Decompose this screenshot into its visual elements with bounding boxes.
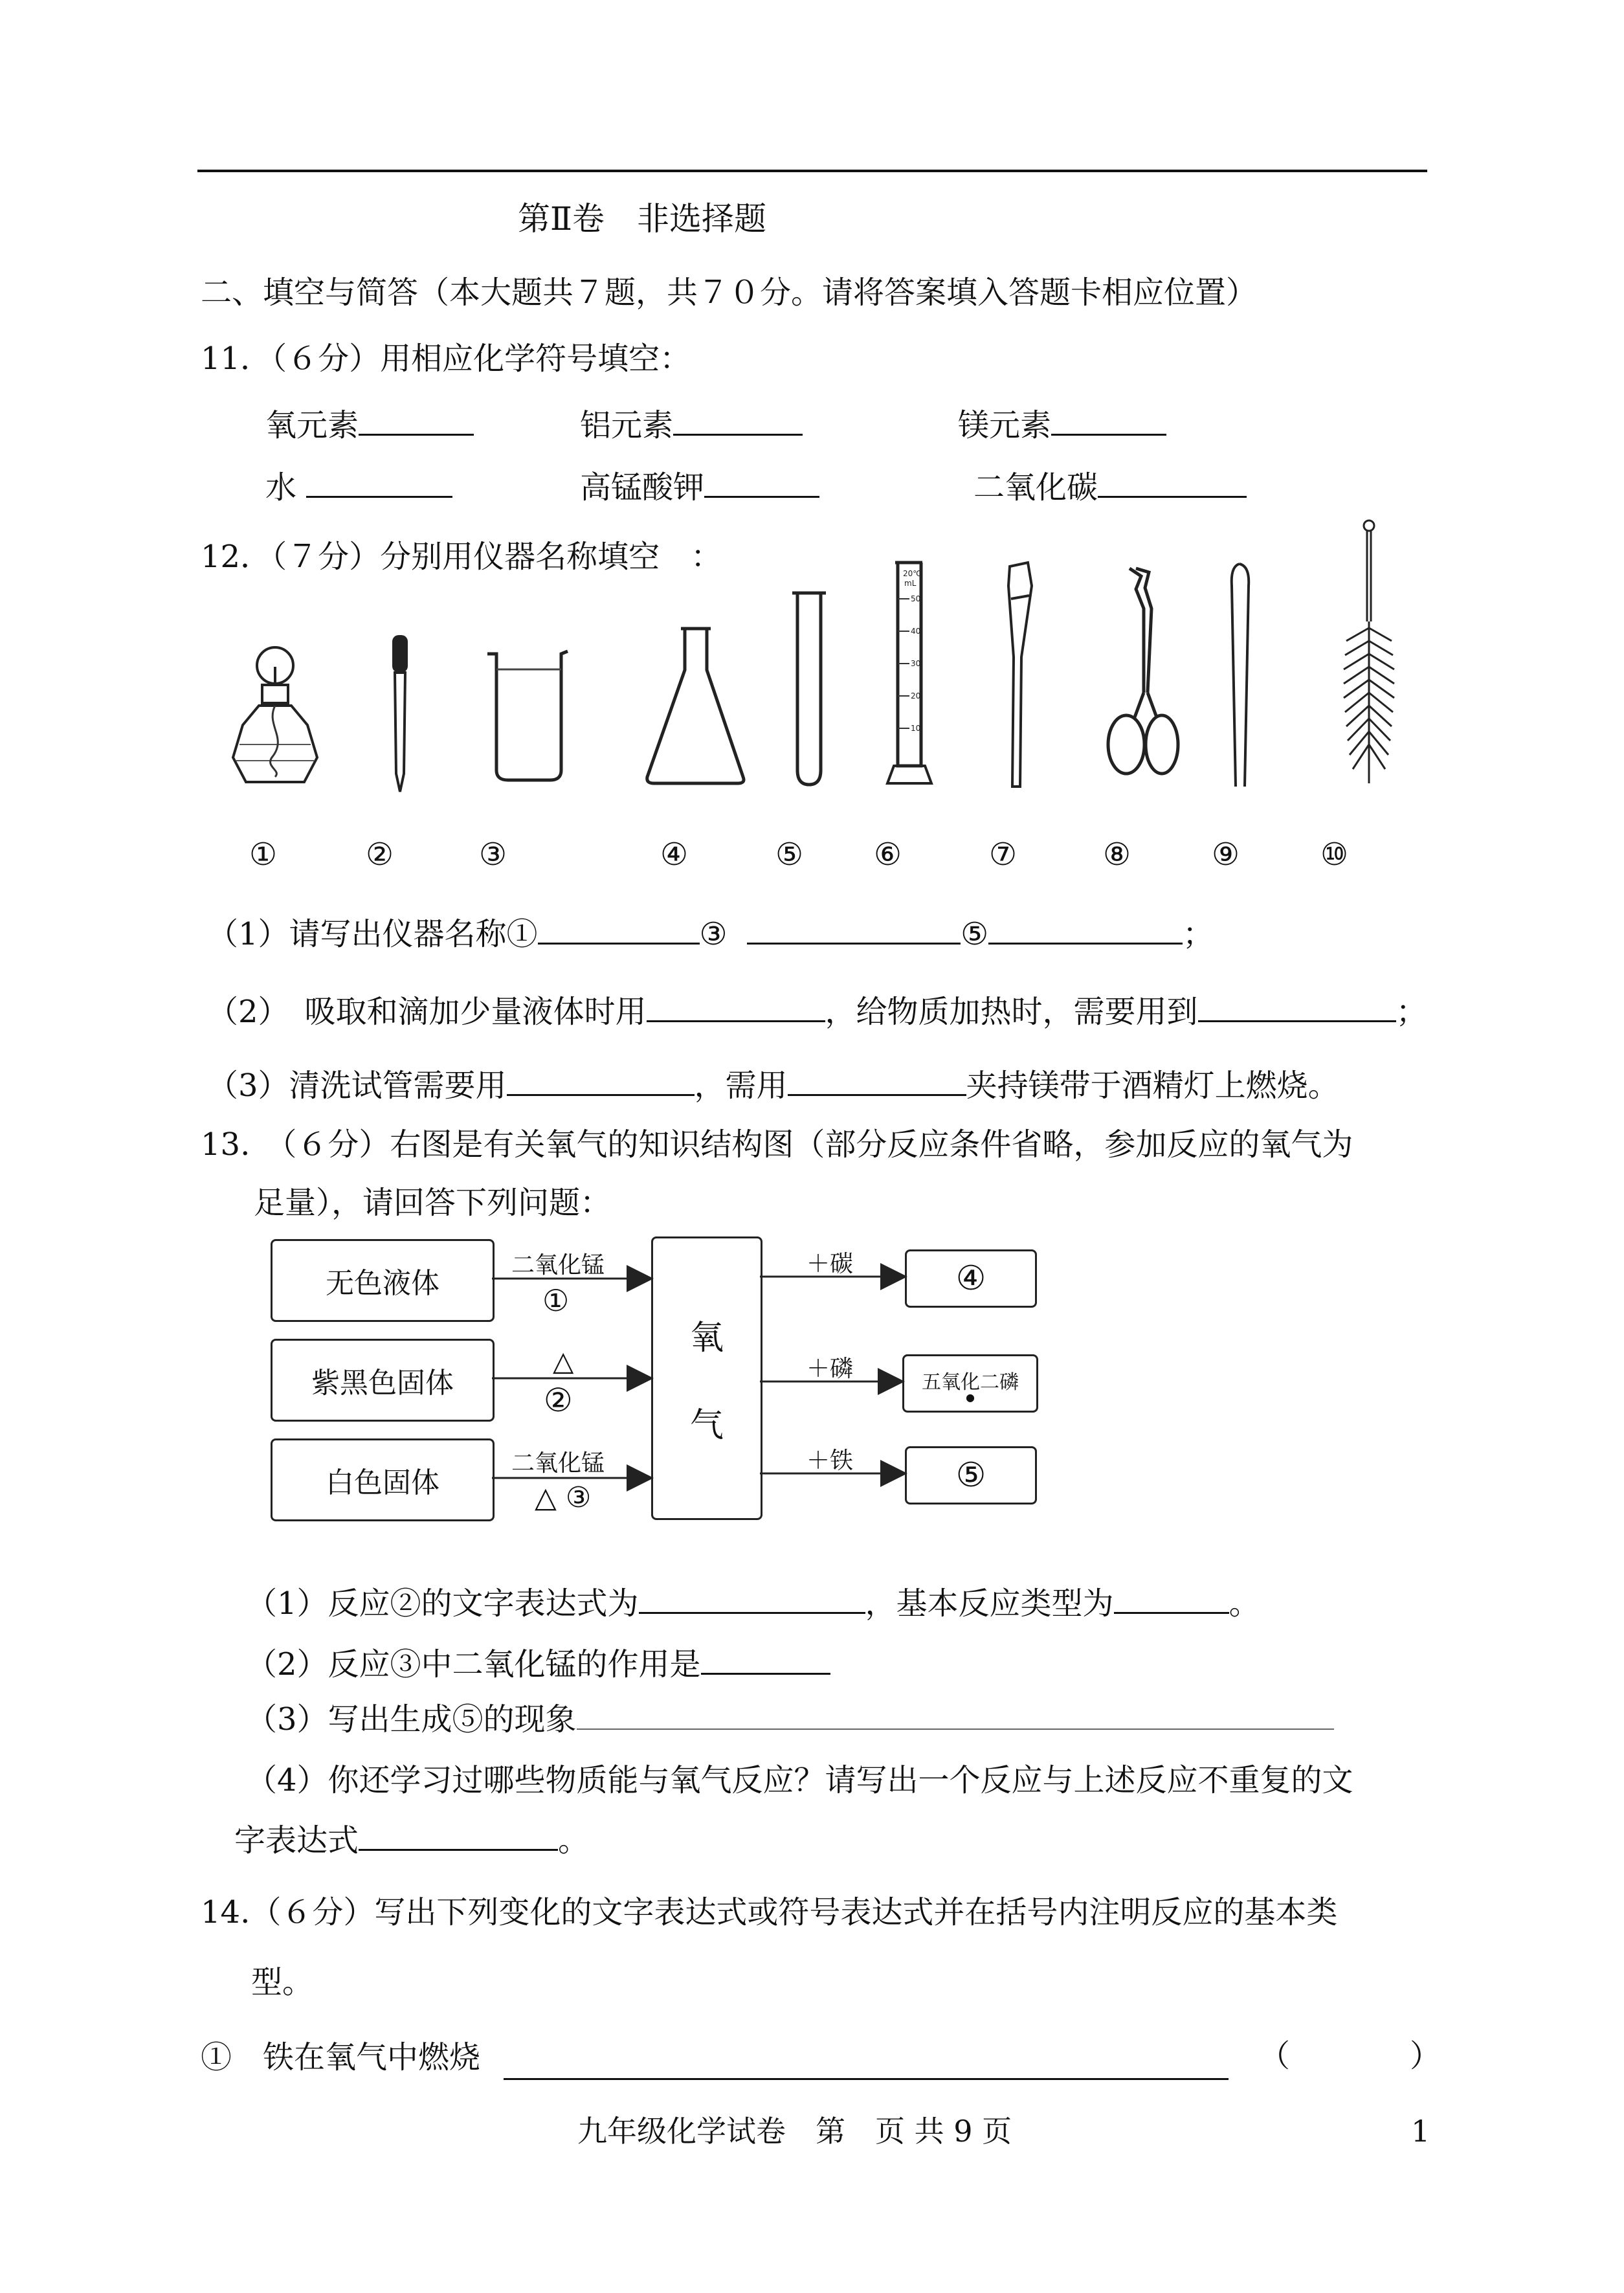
instrument-number: ④ [660,836,689,873]
instrument-number: ③ [479,836,507,873]
diagram-box-p2o5: 五氧化二磷 ● [902,1354,1038,1413]
q13-stem-line2: 足量），请回答下列问题： [254,1185,612,1221]
cylinder-mark: 30 [911,659,921,668]
q12-stem: 12．（７分）分别用仪器名称填空 ： [201,539,722,575]
q14-stem-line2: 型。 [251,1964,314,2000]
answer-blank[interactable] [577,1699,1334,1730]
cylinder-mark: 50 [911,594,921,603]
arrow-label-catalyst-1: 二氧化锰 [511,1252,605,1279]
q11-item-kmno4: 高锰酸钾 [580,466,819,507]
answer-blank[interactable] [639,1582,865,1614]
diagram-box-oxygen: 氧 气 [651,1236,762,1520]
part-heading: 二、填空与简答（本大题共７题，共７０分。请将答案填入答题卡相应位置） [201,274,1258,311]
answer-line[interactable] [504,2078,1229,2080]
q11-stem: 11．（６分）用相应化学符号填空： [201,341,691,377]
q14-item1-label: ① 铁在氧气中燃烧 [201,2039,481,2075]
instrument-number: ⑤ [775,836,804,873]
footer-text: 九年级化学试卷 第 页 共 9 页 [577,2114,1012,2149]
q13-sub2: （2）反应③中二氧化锰的作用是 [246,1643,830,1684]
instrument-number: ① [249,836,278,873]
diagram-box-colorless-liquid: 无色液体 [271,1239,495,1322]
diagram-box-result-5: ⑤ [905,1446,1037,1504]
answer-blank[interactable] [701,1643,830,1675]
arrow-label-reaction-3: △ ③ [535,1481,592,1514]
q14-item1-paren-close: ） [1410,2038,1441,2074]
instrument-number: ⑧ [1103,836,1131,873]
q13-sub3: （3）写出生成⑤的现象 [246,1699,1334,1739]
arrow-label-catalyst-3: 二氧化锰 [511,1450,605,1477]
q11-item-magnesium: 镁元素 [958,404,1166,445]
instrument-number: ⑦ [989,836,1018,873]
q13-sub4-line1: （4）你还学习过哪些物质能与氧气反应？请写出一个反应与上述反应不重复的文 [246,1762,1353,1798]
arrow-label-reaction-1: ① [542,1283,570,1318]
instrument-number: ⑩ [1320,836,1349,873]
cylinder-mark: 40 [911,627,921,636]
q13-sub4-line2: 字表达式 。 [234,1819,589,1860]
arrow-label-iron: ＋铁 [806,1448,854,1474]
q12-sub2: （2） 吸取和滴加少量液体时用 ，给物质加热时，需要用到 ； [207,990,1427,1031]
cylinder-mark: mL [904,579,917,588]
q12-sub1: （1）请写出仪器名称① ③ ⑤ ； [207,913,1214,954]
diagram-box-result-4: ④ [905,1249,1037,1308]
q13-stem-line1: 13. （６分）右图是有关氧气的知识结构图（部分反应条件省略，参加反应的氧气为 [201,1126,1353,1163]
q11-item-water: 水 [265,466,452,507]
section-title: 第Ⅱ卷 非选择题 [518,200,766,238]
arrow-label-carbon: ＋碳 [806,1251,854,1277]
q14-stem-line1: 14.（６分）写出下列变化的文字表达式或符号表达式并在括号内注明反应的基本类 [201,1894,1338,1930]
instrument-number: ② [366,836,394,873]
q11-item-aluminum: 铝元素 [580,404,803,445]
cylinder-mark: 20 [911,691,921,700]
q11-item-oxygen: 氧元素 [265,404,474,445]
arrow-label-phosphorus: ＋磷 [806,1356,854,1382]
arrow-label-heat-2: △ [553,1345,574,1377]
q14-item1-paren-open: （ [1259,2038,1291,2074]
answer-blank[interactable] [359,1819,558,1851]
diagram-box-purple-black-solid: 紫黑色固体 [271,1339,495,1422]
q11-item-co2: 二氧化碳 [973,466,1247,507]
diagram-box-white-solid: 白色固体 [271,1438,495,1521]
instrument-number: ⑨ [1212,836,1240,873]
cylinder-mark: 20℃ [903,569,922,578]
cylinder-mark: 10 [911,724,921,733]
page-number: 1 [1411,2114,1430,2149]
q13-sub1: （1）反应②的文字表达式为 ，基本反应类型为 。 [246,1582,1260,1623]
arrow-label-reaction-2: ② [544,1381,573,1419]
instrument-number: ⑥ [874,836,902,873]
answer-blank[interactable] [1114,1582,1229,1614]
q12-sub3: （3）清洗试管需要用 ，需用 夹持镁带于酒精灯上燃烧。 [207,1064,1339,1105]
